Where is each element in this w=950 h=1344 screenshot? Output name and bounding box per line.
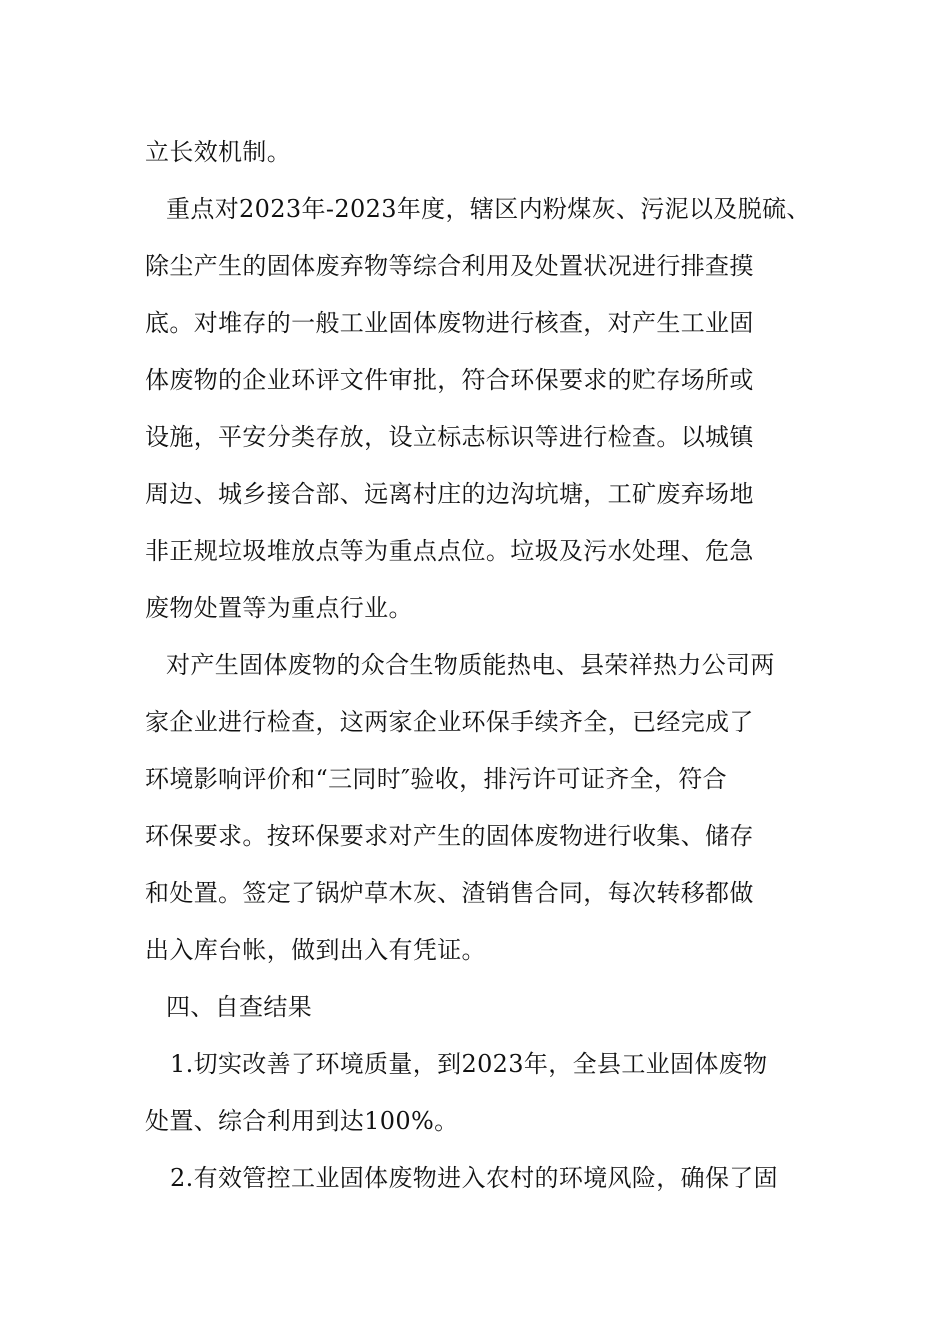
text-line: 和处置。签定了锅炉草木灰、渣销售合同，每次转移都做 — [145, 879, 754, 907]
text-line: 底。对堆存的一般工业固体废物进行核查，对产生工业固 — [145, 309, 754, 337]
text-line: 设施，平安分类存放，设立标志标识等进行检查。以城镇 — [145, 423, 754, 451]
text-line: 非正规垃圾堆放点等为重点点位。垃圾及污水处理、危急 — [145, 537, 754, 565]
section-heading: 四、自查结果 — [166, 993, 313, 1021]
text-line: 立长效机制。 — [145, 138, 292, 166]
text-line: 除尘产生的固体废弃物等综合利用及处置状况进行排查摸 — [145, 252, 754, 280]
text-line: 环境影响评价和“三同时″验收，排污许可证齐全，符合 — [145, 765, 727, 793]
text-line: 废物处置等为重点行业。 — [145, 594, 413, 622]
text-line: 出入库台帐，做到出入有凭证。 — [145, 936, 486, 964]
text-line: 家企业进行检查，这两家企业环保手续齐全，已经完成了 — [145, 708, 754, 736]
text-line: 对产生固体废物的众合生物质能热电、县荣祥热力公司两 — [166, 651, 775, 679]
text-line: 2.有效管控工业固体废物进入农村的环境风险，确保了固 — [170, 1164, 778, 1192]
text-line: 重点对2023年-2023年度，辖区内粉煤灰、污泥以及脱硫、 — [166, 195, 811, 223]
text-line: 周边、城乡接合部、远离村庄的边沟坑塘，工矿废弃场地 — [145, 480, 754, 508]
text-line: 处置、综合利用到达100%。 — [145, 1107, 459, 1135]
text-line: 体废物的企业环评文件审批，符合环保要求的贮存场所或 — [145, 366, 754, 394]
text-line: 环保要求。按环保要求对产生的固体废物进行收集、储存 — [145, 822, 754, 850]
text-line: 1.切实改善了环境质量，到2023年，全县工业固体废物 — [170, 1050, 768, 1078]
